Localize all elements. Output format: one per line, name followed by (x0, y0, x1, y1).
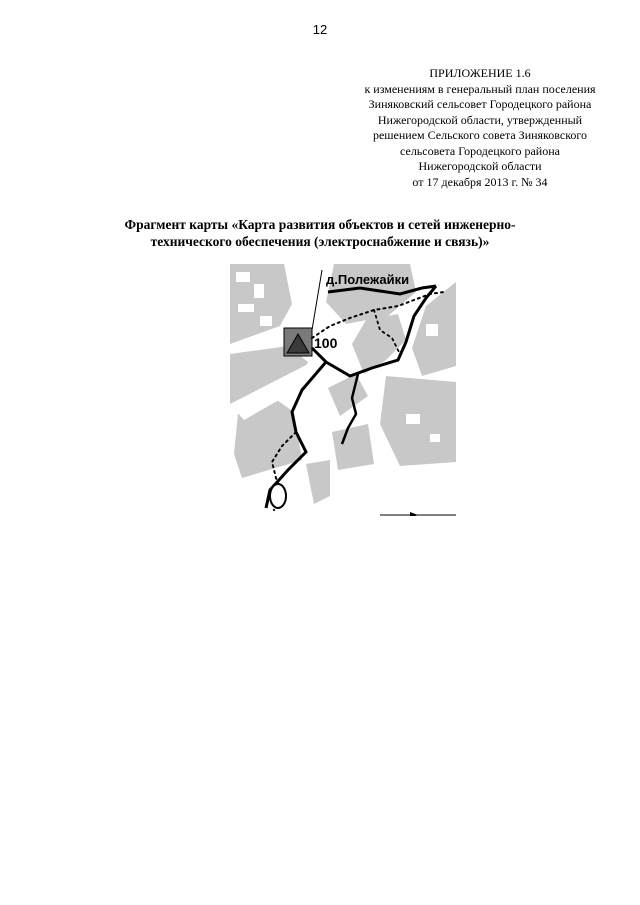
page-number: 12 (312, 22, 328, 37)
appendix-line: ПРИЛОЖЕНИЕ 1.6 (429, 66, 531, 80)
fragment-title-line: Фрагмент карты «Карта развития объектов и сетей инженерно- (124, 217, 516, 232)
appendix-line: к изменениям в генеральный план поселения (364, 81, 596, 96)
village-label: д.Полежайки (326, 272, 410, 287)
appendix-line: Нижегородской области (418, 159, 542, 173)
gray-block-bottom (306, 460, 330, 504)
gray-block-center (328, 374, 368, 416)
substation-label: 100 (314, 335, 338, 351)
pond-loop (270, 484, 286, 508)
gray-block-lower (332, 424, 374, 470)
appendix-line: решением Сельского совета Зиняковского (372, 128, 588, 142)
fragment-title-line: технического обеспечения (электроснабжение и связь)» (150, 234, 490, 249)
map-fragment (230, 264, 456, 516)
appendix-line: сельсовета Городецкого района (400, 143, 560, 158)
map-background (230, 264, 456, 504)
appendix-line: Нижегородской области, утвержденный (377, 112, 583, 127)
appendix-header (330, 66, 630, 190)
appendix-line: Зиняковский сельсовет Городецкого района (368, 97, 592, 111)
map-svg (230, 264, 456, 516)
fragment-title (0, 216, 640, 250)
map-edge-marker (410, 512, 418, 516)
appendix-line: от 17 декабря 2013 г. № 34 (412, 174, 548, 189)
